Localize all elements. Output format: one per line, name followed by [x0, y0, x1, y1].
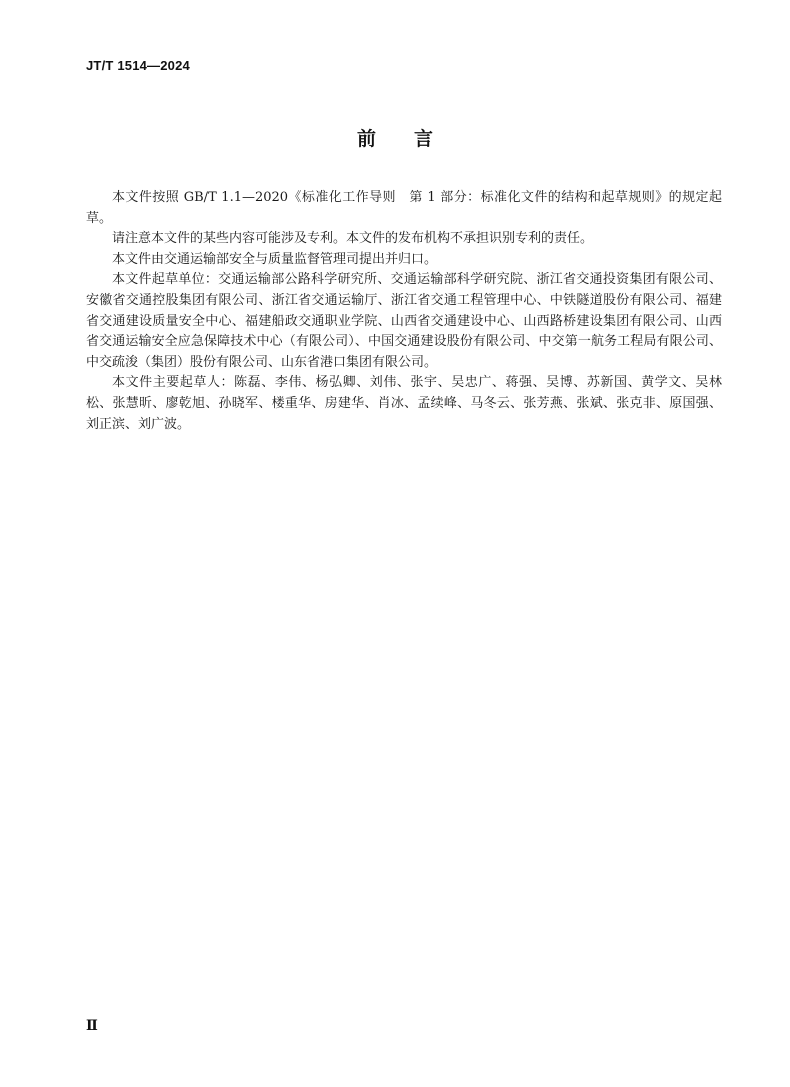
standard-code: JT/T 1514—2024: [86, 58, 190, 73]
body-text: [86, 188, 722, 435]
paragraph-patent-notice: 请注意本文件的某些内容可能涉及专利。本文件的发布机构不承担识别专利的责任。: [112, 231, 594, 247]
page-title: 前言: [356, 128, 471, 150]
paragraph-drafters: 本文件主要起草人：陈磊、李伟、杨弘卿、刘伟、张宇、吴忠广、蒋强、吴博、苏新国、黄学文、吴林松、张慧昕、廖乾旭、孙晓军、楼重华、房建华、肖冰、孟续峰、马冬云、张芳燕、张斌、张克非、原国强、刘正滨、刘广波。: [86, 375, 722, 432]
page-number: Ⅱ: [86, 1018, 98, 1034]
paragraph-proposer: 本文件由交通运输部安全与质量监督管理司提出并归口。: [112, 251, 438, 267]
paragraph-drafting-units: 本文件起草单位：交通运输部公路科学研究所、交通运输部科学研究院、浙江省交通投资集团有限公司、安徽省交通控股集团有限公司、浙江省交通运输厅、浙江省交通工程管理中心、中铁隧道股份有限公司、福建省交通建设质量安全中心、福建船政交通职业学院、山西省交通建设中心、山西路桥建设集团有限公司、山西省交通运输安全应急保障技术中心（有限公司）、中国交通建设股份有限公司、中交第一航务工程局有限公司、中交疏浚（集团）股份有限公司、山东省港口集团有限公司。: [86, 272, 722, 370]
paragraph-drafting-rules: 本文件按照 GB/T 1.1—2020《标准化工作导则 第 1 部分：标准化文件的结构和起草规则》的规定起草。: [86, 190, 722, 226]
